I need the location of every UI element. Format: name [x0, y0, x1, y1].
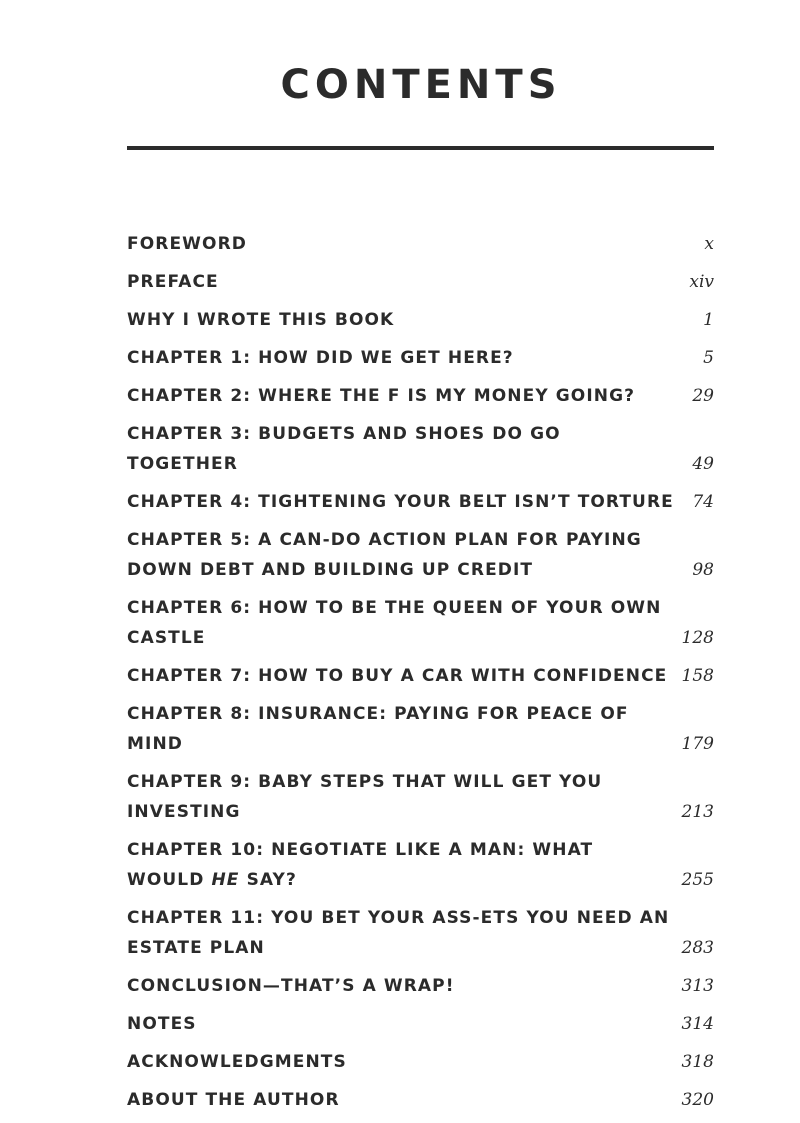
toc-entry-about-author[interactable] — [127, 1085, 714, 1115]
toc-entry-title: CHAPTER 6: HOW TO BE THE QUEEN OF YOUR OWN CASTLE — [127, 598, 662, 648]
toc-entry-why-i-wrote[interactable] — [127, 305, 714, 335]
toc-entry-page: 49 — [692, 454, 714, 474]
toc-entry-foreword[interactable] — [127, 229, 714, 259]
toc-entry-chapter-11[interactable] — [127, 903, 714, 963]
toc-entry-page: 98 — [692, 560, 714, 580]
toc-entry-title: CHAPTER 7: HOW TO BUY A CAR WITH CONFIDENCE — [127, 666, 668, 686]
toc-entry-page: 313 — [681, 976, 714, 996]
toc-entry-title: CHAPTER 1: HOW DID WE GET HERE? — [127, 348, 514, 368]
toc-entry-page: 320 — [681, 1090, 714, 1110]
toc-entry-conclusion[interactable] — [127, 971, 714, 1001]
toc-entry-title: CHAPTER 5: A CAN-DO ACTION PLAN FOR PAYING DOWN DEBT AND BUILDING UP CREDIT — [127, 530, 642, 580]
table-of-contents — [127, 229, 714, 1123]
toc-entry-title: CONCLUSION—THAT’S A WRAP! — [127, 976, 455, 996]
toc-entry-title: FOREWORD — [127, 234, 247, 254]
toc-entry-page: xiv — [689, 272, 714, 292]
toc-entry-title: CHAPTER 4: TIGHTENING YOUR BELT ISN’T TORTURE — [127, 492, 674, 512]
toc-entry-chapter-3[interactable] — [127, 419, 714, 479]
toc-entry-page: 74 — [692, 492, 714, 512]
toc-entry-chapter-2[interactable] — [127, 381, 714, 411]
toc-entry-preface[interactable] — [127, 267, 714, 297]
toc-entry-page: 128 — [681, 628, 714, 648]
toc-entry-title: PREFACE — [127, 272, 219, 292]
toc-entry-chapter-4[interactable] — [127, 487, 714, 517]
toc-entry-title: CHAPTER 9: BABY STEPS THAT WILL GET YOU INVESTING — [127, 772, 603, 822]
toc-entry-title: NOTES — [127, 1014, 197, 1034]
toc-entry-notes[interactable] — [127, 1009, 714, 1039]
toc-entry-title: CHAPTER 8: INSURANCE: PAYING FOR PEACE OF MIND — [127, 704, 629, 754]
toc-entry-chapter-10[interactable] — [127, 835, 714, 895]
toc-entry-page: 318 — [681, 1052, 714, 1072]
toc-entry-title: ABOUT THE AUTHOR — [127, 1090, 340, 1110]
toc-entry-chapter-9[interactable] — [127, 767, 714, 827]
toc-entry-page: 1 — [703, 310, 714, 330]
toc-entry-title-italic: HE — [211, 870, 240, 890]
toc-entry-page: x — [704, 234, 714, 254]
toc-entry-page: 314 — [681, 1014, 714, 1034]
toc-entry-chapter-8[interactable] — [127, 699, 714, 759]
toc-entry-title: CHAPTER 3: BUDGETS AND SHOES DO GO TOGETHER — [127, 424, 561, 474]
toc-entry-chapter-1[interactable] — [127, 343, 714, 373]
toc-entry-page: 5 — [703, 348, 714, 368]
toc-entry-acknowledgments[interactable] — [127, 1047, 714, 1077]
toc-entry-page: 29 — [692, 386, 714, 406]
toc-entry-title-lead: CHAPTER 10: NEGOTIATE LIKE A MAN: WHAT WOULD — [127, 840, 594, 890]
toc-entry-page: 283 — [681, 938, 714, 958]
toc-entry-title-tail: SAY? — [246, 870, 297, 890]
toc-entry-page: 158 — [681, 666, 714, 686]
toc-entry-title: ACKNOWLEDGMENTS — [127, 1052, 347, 1072]
toc-entry-title: WHY I WROTE THIS BOOK — [127, 310, 395, 330]
title-divider — [127, 146, 714, 150]
toc-entry-title: CHAPTER 11: YOU BET YOUR ASS-ETS YOU NEED AN ESTATE PLAN — [127, 908, 670, 958]
toc-entry-page: 255 — [681, 870, 714, 890]
toc-entry-title — [127, 835, 675, 895]
toc-entry-page: 179 — [681, 734, 714, 754]
toc-entry-chapter-5[interactable] — [127, 525, 714, 585]
page-title: CONTENTS — [280, 62, 562, 108]
toc-entry-page: 213 — [681, 802, 714, 822]
toc-entry-title: CHAPTER 2: WHERE THE F IS MY MONEY GOING? — [127, 386, 636, 406]
toc-entry-chapter-7[interactable] — [127, 661, 714, 691]
toc-entry-chapter-6[interactable] — [127, 593, 714, 653]
